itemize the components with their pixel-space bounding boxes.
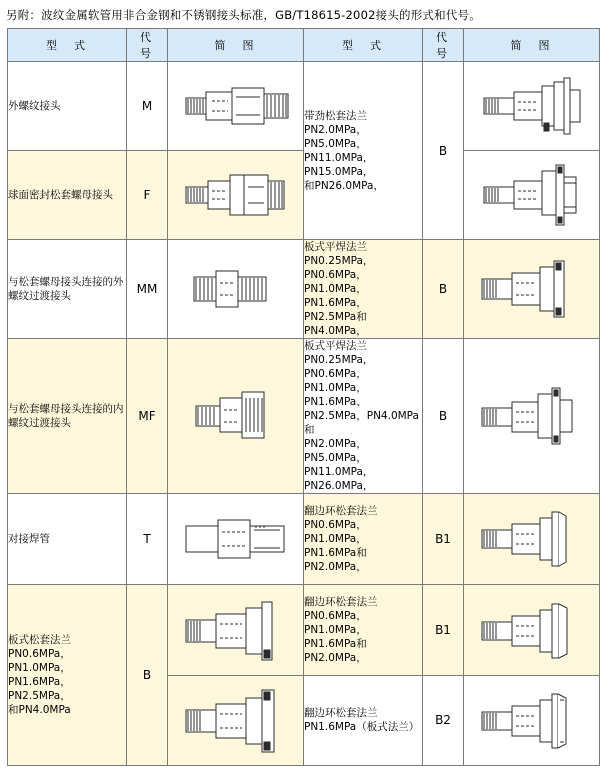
row-type-right-3: 翻边环松套法兰 PN0.6MPa，PN1.0MPa， PN1.6MPa和PN2.0MPa，	[304, 494, 423, 585]
row-code-left-2: MM	[127, 240, 168, 339]
row-figure-right-4	[464, 675, 600, 766]
row-code-left-5: B	[127, 585, 168, 766]
lap-joint-flange-icon	[468, 500, 596, 578]
row-type-left-5: 板式松套法兰 PN0.6MPa，PN1.0MPa， PN1.6MPa，PN2.5MPa， 和PN4.0MPa	[8, 585, 127, 766]
row-code-right-3b: B1	[423, 585, 464, 676]
row-type-left-3: 与松套螺母接头连接的内螺纹过渡接头	[8, 339, 127, 494]
table-row	[8, 62, 600, 151]
row-code-right-4: B2	[423, 675, 464, 766]
row-code-left-1: F	[127, 151, 168, 240]
header-type-left: 型 式	[8, 29, 127, 62]
row-type-right-3b: 翻边环松套法兰 PN0.6MPa，PN1.0MPa， PN1.6MPa和PN2.0MPa，	[304, 585, 423, 676]
row-type-left-2: 与松套螺母接头连接的外螺纹过渡接头	[8, 240, 127, 339]
row-type-right-0: 带劲松套法兰 PN2.0MPa，PN5.0MPa， PN11.0MPa，PN15.0MPa， 和PN26.0MPa，	[304, 62, 423, 240]
row-figure-right-2	[464, 339, 600, 494]
plate-loose-flange-icon-2	[172, 676, 300, 764]
lap-joint-flange-plate-icon	[468, 676, 596, 764]
table-header	[8, 29, 600, 62]
spherical-seal-union-nut-icon	[172, 157, 300, 233]
butt-weld-pipe-icon	[172, 500, 300, 578]
row-code-left-0: M	[127, 62, 168, 151]
header-type-right: 型 式	[304, 29, 423, 62]
row-type-left-0: 外螺纹接头	[8, 62, 127, 151]
row-code-left-3: MF	[127, 339, 168, 494]
header-code-left: 代 号	[127, 29, 168, 62]
male-thread-fitting-icon	[172, 68, 300, 144]
plate-flat-weld-flange-hi-icon	[468, 376, 596, 456]
row-type-right-4: 翻边环松套法兰 PN1.6MPa（板式法兰）	[304, 675, 423, 766]
row-figure-right-1	[464, 240, 600, 339]
row-type-left-4: 对接焊管	[8, 494, 127, 585]
fittings-table	[7, 28, 600, 766]
row-figure-left-4	[168, 494, 304, 585]
row-type-left-1: 球面密封松套螺母接头	[8, 151, 127, 240]
row-code-right-1: B	[423, 240, 464, 339]
row-figure-right-0b	[464, 151, 600, 240]
table-row	[8, 339, 600, 494]
row-code-right-0: B	[423, 62, 464, 240]
header-code-right: 代 号	[423, 29, 464, 62]
ribbed-loose-flange-icon	[468, 68, 596, 144]
row-figure-right-0a	[464, 62, 600, 151]
row-figure-left-5a	[168, 585, 304, 676]
row-figure-left-0	[168, 62, 304, 151]
table-row	[8, 240, 600, 339]
header-figure-right: 简 图	[464, 29, 600, 62]
table-row	[8, 494, 600, 585]
row-figure-left-5b	[168, 675, 304, 766]
page-caption: 另附：波纹金属软管用非合金钢和不锈钢接头标准，GB/T18615-2002接头的形式和代号。	[6, 8, 481, 22]
ribbed-loose-flange-icon-2	[468, 157, 596, 233]
plate-loose-flange-icon	[172, 586, 300, 674]
table-row	[8, 585, 600, 676]
lap-joint-flange-icon-2	[468, 586, 596, 674]
row-figure-right-3b	[464, 585, 600, 676]
header-figure-left: 简 图	[168, 29, 304, 62]
male-thread-transition-icon	[172, 249, 300, 329]
row-type-right-1: 板式平焊法兰 PN0.25MPa，PN0.6MPa， PN1.0MPa，PN1.6MPa， PN2.5MPa和PN4.0MPa，	[304, 240, 423, 339]
plate-flat-weld-flange-icon	[468, 249, 596, 329]
row-code-right-3: B1	[423, 494, 464, 585]
row-code-left-4: T	[127, 494, 168, 585]
row-type-right-2: 板式平焊法兰 PN0.25MPa，PN0.6MPa， PN1.0MPa，PN1.6MPa、 PN2.5MPa，PN4.0MPa和 PN2.0MPa，PN5.0MPa， PN11.0MPa，PN26.0MPa，	[304, 339, 423, 494]
row-figure-left-1	[168, 151, 304, 240]
row-code-right-2: B	[423, 339, 464, 494]
row-figure-left-2	[168, 240, 304, 339]
female-thread-transition-icon	[172, 376, 300, 456]
row-figure-right-3	[464, 494, 600, 585]
row-figure-left-3	[168, 339, 304, 494]
